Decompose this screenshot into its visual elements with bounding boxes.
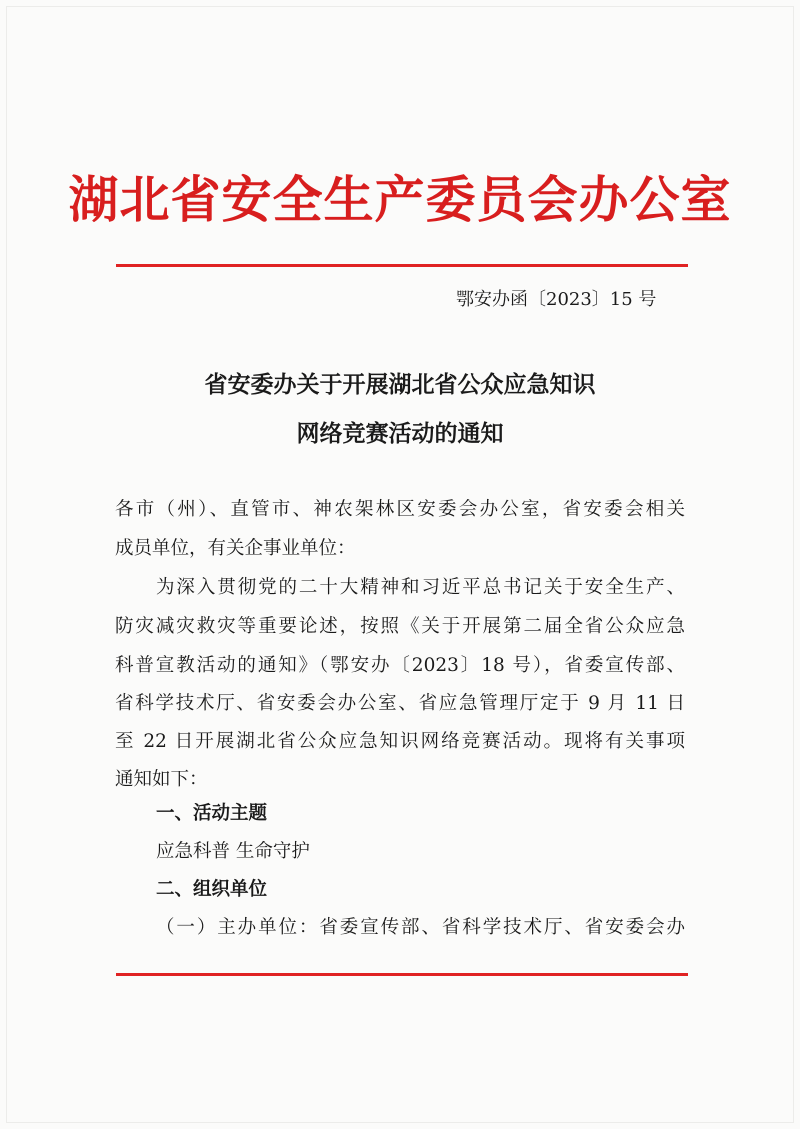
document-number: 鄂安办函〔2023〕15 号 [456, 289, 657, 310]
paragraph-1-line-6: 通知如下： [115, 769, 208, 790]
section-2-item-1: （一）主办单位：省委宣传部、省科学技术厅、省安委会办 [156, 917, 685, 938]
footer-red-rule [116, 973, 688, 976]
document-title-line-2: 网络竞赛活动的通知 [296, 421, 504, 447]
issuer-masthead: 湖北省安全生产委员会办公室 [68, 170, 732, 229]
section-1-heading: 一、活动主题 [156, 803, 268, 824]
section-2-heading: 二、组织单位 [156, 879, 268, 900]
paragraph-1-line-1: 为深入贯彻党的二十大精神和习近平总书记关于安全生产、 [156, 577, 685, 598]
paragraph-1-line-4: 省科学技术厅、省安委会办公室、省应急管理厅定于 9 月 11 日 [115, 693, 685, 714]
recipients-line-1: 各市（州）、直管市、神农架林区安委会办公室，省安委会相关 [115, 499, 685, 520]
document-title-line-1: 省安委办关于开展湖北省公众应急知识 [204, 372, 596, 398]
paragraph-1-line-2: 防灾减灾救灾等重要论述，按照《关于开展第二届全省公众应急 [115, 616, 685, 637]
paragraph-1-line-3: 科普宣教活动的通知》（鄂安办〔2023〕18 号），省委宣传部、 [115, 655, 685, 676]
section-1-text: 应急科普 生命守护 [156, 841, 310, 862]
masthead-red-rule [116, 264, 688, 267]
recipients-line-2: 成员单位，有关企事业单位： [115, 538, 356, 559]
paragraph-1-line-5: 至 22 日开展湖北省公众应急知识网络竞赛活动。现将有关事项 [115, 731, 685, 752]
